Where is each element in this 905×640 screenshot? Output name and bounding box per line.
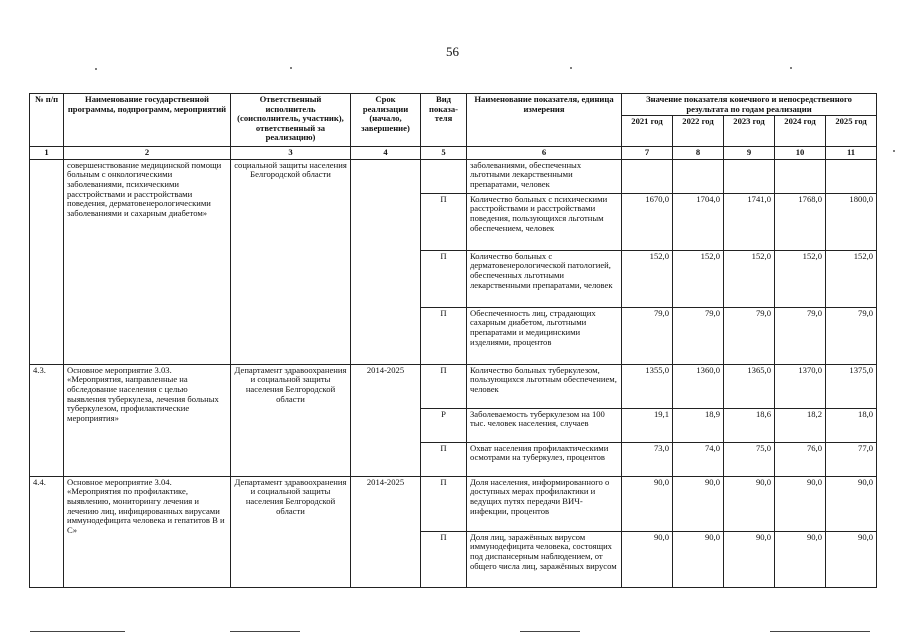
indicator-type: П [421, 531, 467, 587]
value-2021: 79,0 [622, 307, 673, 364]
value-2023: 18,6 [724, 408, 775, 442]
value-2021: 19,1 [622, 408, 673, 442]
column-number: 7 [622, 147, 673, 160]
value-2024: 1768,0 [775, 193, 826, 250]
column-number: 10 [775, 147, 826, 160]
header-row [30, 94, 877, 116]
value-2022 [673, 159, 724, 193]
value-2021: 90,0 [622, 531, 673, 587]
scan-speck [570, 67, 572, 69]
value-2021: 73,0 [622, 442, 673, 476]
header-type: Вид показа-теля [421, 94, 467, 147]
indicator-name: Доля лиц, заражённых вирусом иммунодефицита человека, состоящих под диспансерным наблюдением, от общего числа лиц, заражённых вирусом [467, 531, 622, 587]
indicators-table [29, 93, 877, 588]
value-2021: 1355,0 [622, 364, 673, 408]
value-2025: 152,0 [826, 250, 877, 307]
program-name: совершенствование медицинской помощи больным с онкологическими заболеваниями, психическими расстройствами и расстройствами поведения, дерматовенерологическими заболеваниями и сахарным диабетом» [64, 159, 231, 364]
responsible-executor: Департамент здравоохранения и социальной защиты населения Белгородской области [231, 476, 351, 587]
indicator-name: Количество больных с дерматовенерологической патологией, обеспеченных льготными лекарственными препаратами, человек [467, 250, 622, 307]
value-2021: 1670,0 [622, 193, 673, 250]
page-number: 56 [446, 44, 459, 59]
responsible-executor: социальной защиты населения Белгородской области [231, 159, 351, 364]
indicator-type: П [421, 364, 467, 408]
value-2022: 152,0 [673, 250, 724, 307]
value-2025: 90,0 [826, 476, 877, 531]
table-row [30, 364, 877, 408]
value-2023: 90,0 [724, 476, 775, 531]
column-numbers-row [30, 147, 877, 160]
scan-edge-line [30, 631, 125, 632]
value-2023: 1365,0 [724, 364, 775, 408]
value-2023: 90,0 [724, 531, 775, 587]
indicator-type [421, 159, 467, 193]
value-2022: 1360,0 [673, 364, 724, 408]
value-2023 [724, 159, 775, 193]
value-2023: 152,0 [724, 250, 775, 307]
implementation-period: 2014-2025 [351, 364, 421, 476]
value-2024: 18,2 [775, 408, 826, 442]
value-2022: 90,0 [673, 531, 724, 587]
column-number: 11 [826, 147, 877, 160]
value-2024: 79,0 [775, 307, 826, 364]
value-2024: 152,0 [775, 250, 826, 307]
value-2025: 77,0 [826, 442, 877, 476]
indicator-type: П [421, 442, 467, 476]
program-name: Основное мероприятие 3.03. «Мероприятия, направленные на обследование населения с целью выявления туберкулеза, лечения больных туберкулезом, профилактические мероприятия» [64, 364, 231, 476]
scan-edge-line [770, 631, 870, 632]
column-number: 1 [30, 147, 64, 160]
column-number: 2 [64, 147, 231, 160]
scan-speck [893, 150, 895, 152]
indicator-name: Охват населения профилактическими осмотрами на туберкулез, процентов [467, 442, 622, 476]
indicator-name: Заболеваемость туберкулезом на 100 тыс. человек населения, случаев [467, 408, 622, 442]
column-number: 4 [351, 147, 421, 160]
header-values-group: Значение показателя конечного и непосредственного результата по годам реализации [622, 94, 877, 116]
indicator-name: заболеваниями, обеспеченных льготными лекарственными препаратами, человек [467, 159, 622, 193]
header-year: 2025 год [826, 116, 877, 147]
value-2024 [775, 159, 826, 193]
value-2022: 18,9 [673, 408, 724, 442]
indicator-type: Р [421, 408, 467, 442]
value-2025: 1375,0 [826, 364, 877, 408]
indicator-type: П [421, 307, 467, 364]
value-2025: 90,0 [826, 531, 877, 587]
table-row [30, 476, 877, 531]
implementation-period [351, 159, 421, 364]
indicator-type: П [421, 193, 467, 250]
header-indicator: Наименование показателя, единица измерения [467, 94, 622, 147]
value-2024: 76,0 [775, 442, 826, 476]
header-num: № п/п [30, 94, 64, 147]
indicator-name: Количество больных туберкулезом, пользующихся льготным обеспечением, человек [467, 364, 622, 408]
column-number: 8 [673, 147, 724, 160]
value-2024: 90,0 [775, 531, 826, 587]
header-year: 2024 год [775, 116, 826, 147]
value-2025: 18,0 [826, 408, 877, 442]
column-number: 9 [724, 147, 775, 160]
indicator-name: Количество больных с психическими расстройствами и расстройствами поведения, пользующихся льготным обеспечением, человек [467, 193, 622, 250]
value-2021: 90,0 [622, 476, 673, 531]
value-2025: 1800,0 [826, 193, 877, 250]
value-2025 [826, 159, 877, 193]
value-2021 [622, 159, 673, 193]
row-num: 4.3. [30, 364, 64, 476]
indicator-type: П [421, 250, 467, 307]
value-2022: 79,0 [673, 307, 724, 364]
value-2024: 1370,0 [775, 364, 826, 408]
indicator-type: П [421, 476, 467, 531]
indicator-name: Обеспеченность лиц, страдающих сахарным диабетом, льготными препаратами и медицинскими изделиями, процентов [467, 307, 622, 364]
program-name: Основное мероприятие 3.04. «Мероприятия по профилактике, выявлению, мониторингу лечения и лечению лиц, инфицированных вирусами иммунодефицита человека и гепатитов В и С» [64, 476, 231, 587]
value-2022: 90,0 [673, 476, 724, 531]
header-year: 2023 год [724, 116, 775, 147]
header-period: Срок реализации (начало, завершение) [351, 94, 421, 147]
row-num [30, 159, 64, 364]
header-year: 2021 год [622, 116, 673, 147]
column-number: 5 [421, 147, 467, 160]
column-number: 3 [231, 147, 351, 160]
value-2023: 79,0 [724, 307, 775, 364]
column-number: 6 [467, 147, 622, 160]
value-2022: 1704,0 [673, 193, 724, 250]
scan-edge-line [520, 631, 580, 632]
responsible-executor: Департамент здравоохранения и социальной защиты населения Белгородской области [231, 364, 351, 476]
table-row [30, 159, 877, 193]
header-year: 2022 год [673, 116, 724, 147]
value-2024: 90,0 [775, 476, 826, 531]
scan-speck [290, 67, 292, 69]
value-2025: 79,0 [826, 307, 877, 364]
indicator-name: Доля населения, информированного о доступных мерах профилактики и ведущих путях передачи ВИЧ-инфекции, процентов [467, 476, 622, 531]
value-2021: 152,0 [622, 250, 673, 307]
header-program: Наименование государственной программы, подпрограмм, мероприятий [64, 94, 231, 147]
scan-speck [790, 67, 792, 69]
scan-edge-line [230, 631, 300, 632]
value-2023: 1741,0 [724, 193, 775, 250]
row-num: 4.4. [30, 476, 64, 587]
value-2023: 75,0 [724, 442, 775, 476]
value-2022: 74,0 [673, 442, 724, 476]
header-responsible: Ответственный исполнитель (соисполнитель, участник), ответственный за реализацию) [231, 94, 351, 147]
scan-speck [95, 68, 97, 70]
implementation-period: 2014-2025 [351, 476, 421, 587]
